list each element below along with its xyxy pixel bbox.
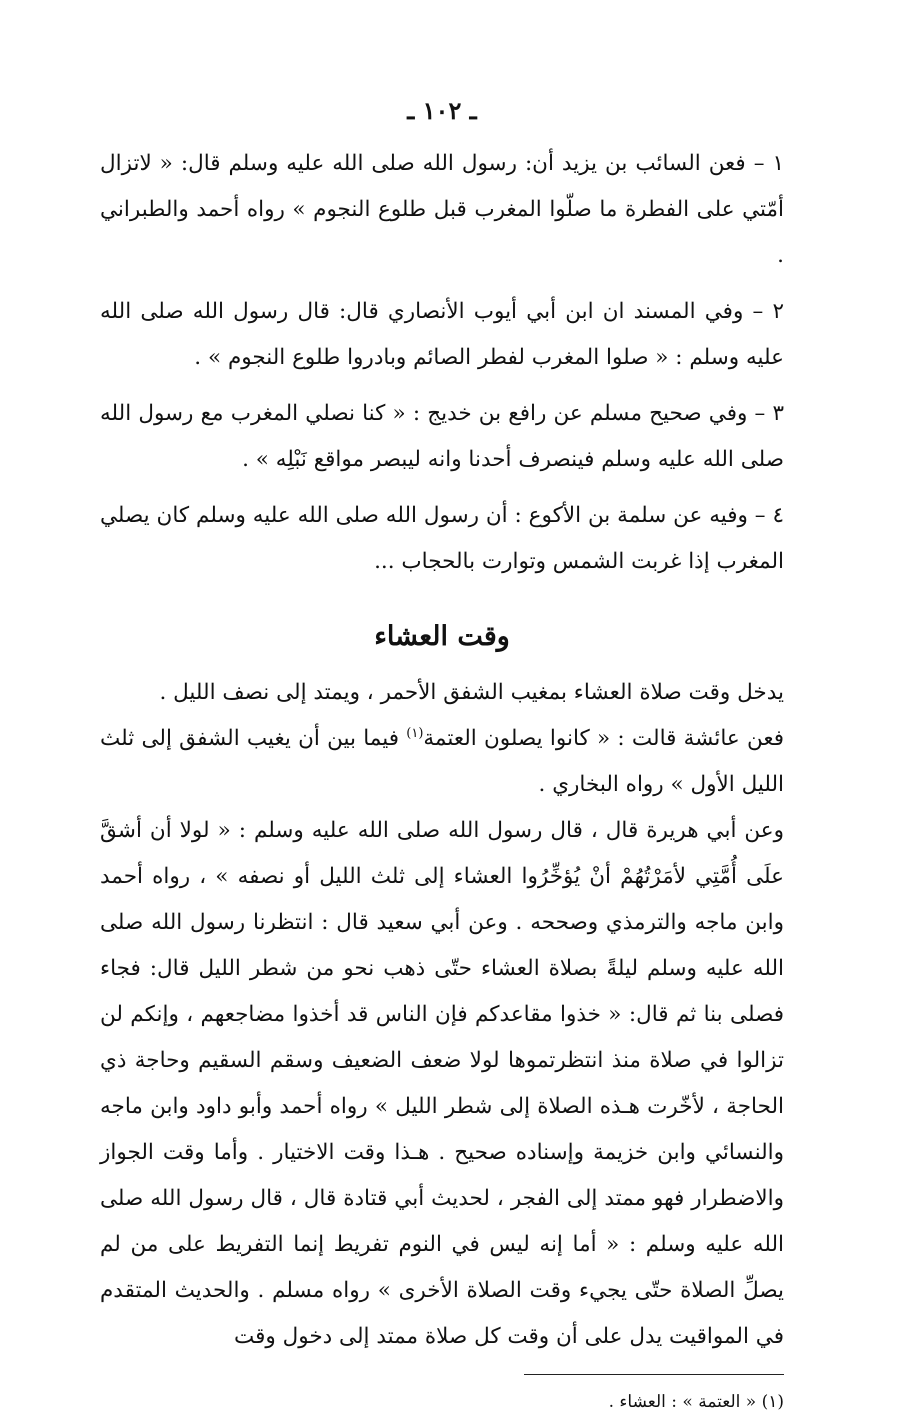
isha-paragraph-2: [100, 716, 784, 808]
section-title: وقت العشاء: [374, 621, 510, 652]
isha-paragraph-1: يدخل وقت صلاة العشاء بمغيب الشفق الأحمر ، ويمتد إلى نصف الليل .: [159, 680, 784, 705]
hadith-paragraph-1: ١ – فعن السائب بن يزيد أن: رسول الله صلى الله عليه وسلم قال: « لاتزال أمّتي على الفطرة ما صلّوا المغرب قبل طلوع النجوم » رواه أحمد والطبراني .: [100, 151, 784, 268]
book-page: [100, 96, 784, 1415]
isha-paragraph-3: وعن أبي هريرة قال ، قال رسول الله صلى الله عليه وسلم : « لولا أن أشقَّ علَى أُمَّتِي لأمَرْتُهُمْ أنْ يُؤخِّرُوا العشاء إلى ثلث الليل أو نصفه » ، رواه أحمد وابن ماجه والترمذي وصححه . وعن أبي سعيد قال : انتظرنا رسول الله صلى الله عليه وسلم ليلةً بصلاة العشاء حتّى ذهب نحو من شطر الليل قال: فجاء فصلى بنا ثم قال: « خذوا مقاعدكم فإن الناس قد أخذوا مضاجعهم ، وإنكم لن تزالوا في صلاة منذ انتظرتموها لولا ضعف الضعيف وسقم السقيم وحاجة ذي الحاجة ، لأخّرت هـذه الصلاة إلى شطر الليل » رواه أحمد وأبو داود وابن ماجه والنسائي وابن خزيمة وإسناده صحيح . هـذا وقت الاختيار . وأما وقت الجواز والاضطرار فهو ممتد إلى الفجر ، لحديث أبي قتادة قال ، قال رسول الله صلى الله عليه وسلم : « أما إنه ليس في النوم تفريط إنما التفريط على من لم يصلِّ الصلاة حتّى يجيء وقت الصلاة الأخرى » رواه مسلم . والحديث المتقدم في المواقيت يدل على أن وقت كل صلاة ممتد إلى دخول وقت: [100, 818, 784, 1349]
footnote: (١) « العتمة » : العشاء .: [608, 1392, 784, 1412]
isha-paragraph-2-start: فعن عائشة قالت : « كانوا يصلون العتمة: [423, 726, 784, 751]
footnote-marker[interactable]: (١): [406, 725, 424, 741]
hadith-paragraph-2: ٢ – وفي المسند ان ابن أبي أيوب الأنصاري قال: قال رسول الله صلى الله عليه وسلم : « صلوا المغرب لفطر الصائم وبادروا طلوع النجوم » .: [100, 299, 784, 370]
hadith-paragraph-3: ٣ – وفي صحيح مسلم عن رافع بن خديج : « كنا نصلي المغرب مع رسول الله صلى الله عليه وسلم فينصرف أحدنا وانه ليبصر مواقع نَبْلِه » .: [100, 401, 784, 472]
page-number: ـ ١٠٢ ـ: [407, 96, 477, 125]
isha-paragraph-2-end: فيما بين أن يغيب الشفق إلى ثلث الليل الأول » رواه البخاري .: [100, 726, 784, 797]
footnote-divider: [524, 1374, 784, 1375]
hadith-paragraph-4: ٤ – وفيه عن سلمة بن الأكوع : أن رسول الله صلى الله عليه وسلم كان يصلي المغرب إذا غربت الشمس وتوارت بالحجاب ...: [100, 503, 784, 574]
